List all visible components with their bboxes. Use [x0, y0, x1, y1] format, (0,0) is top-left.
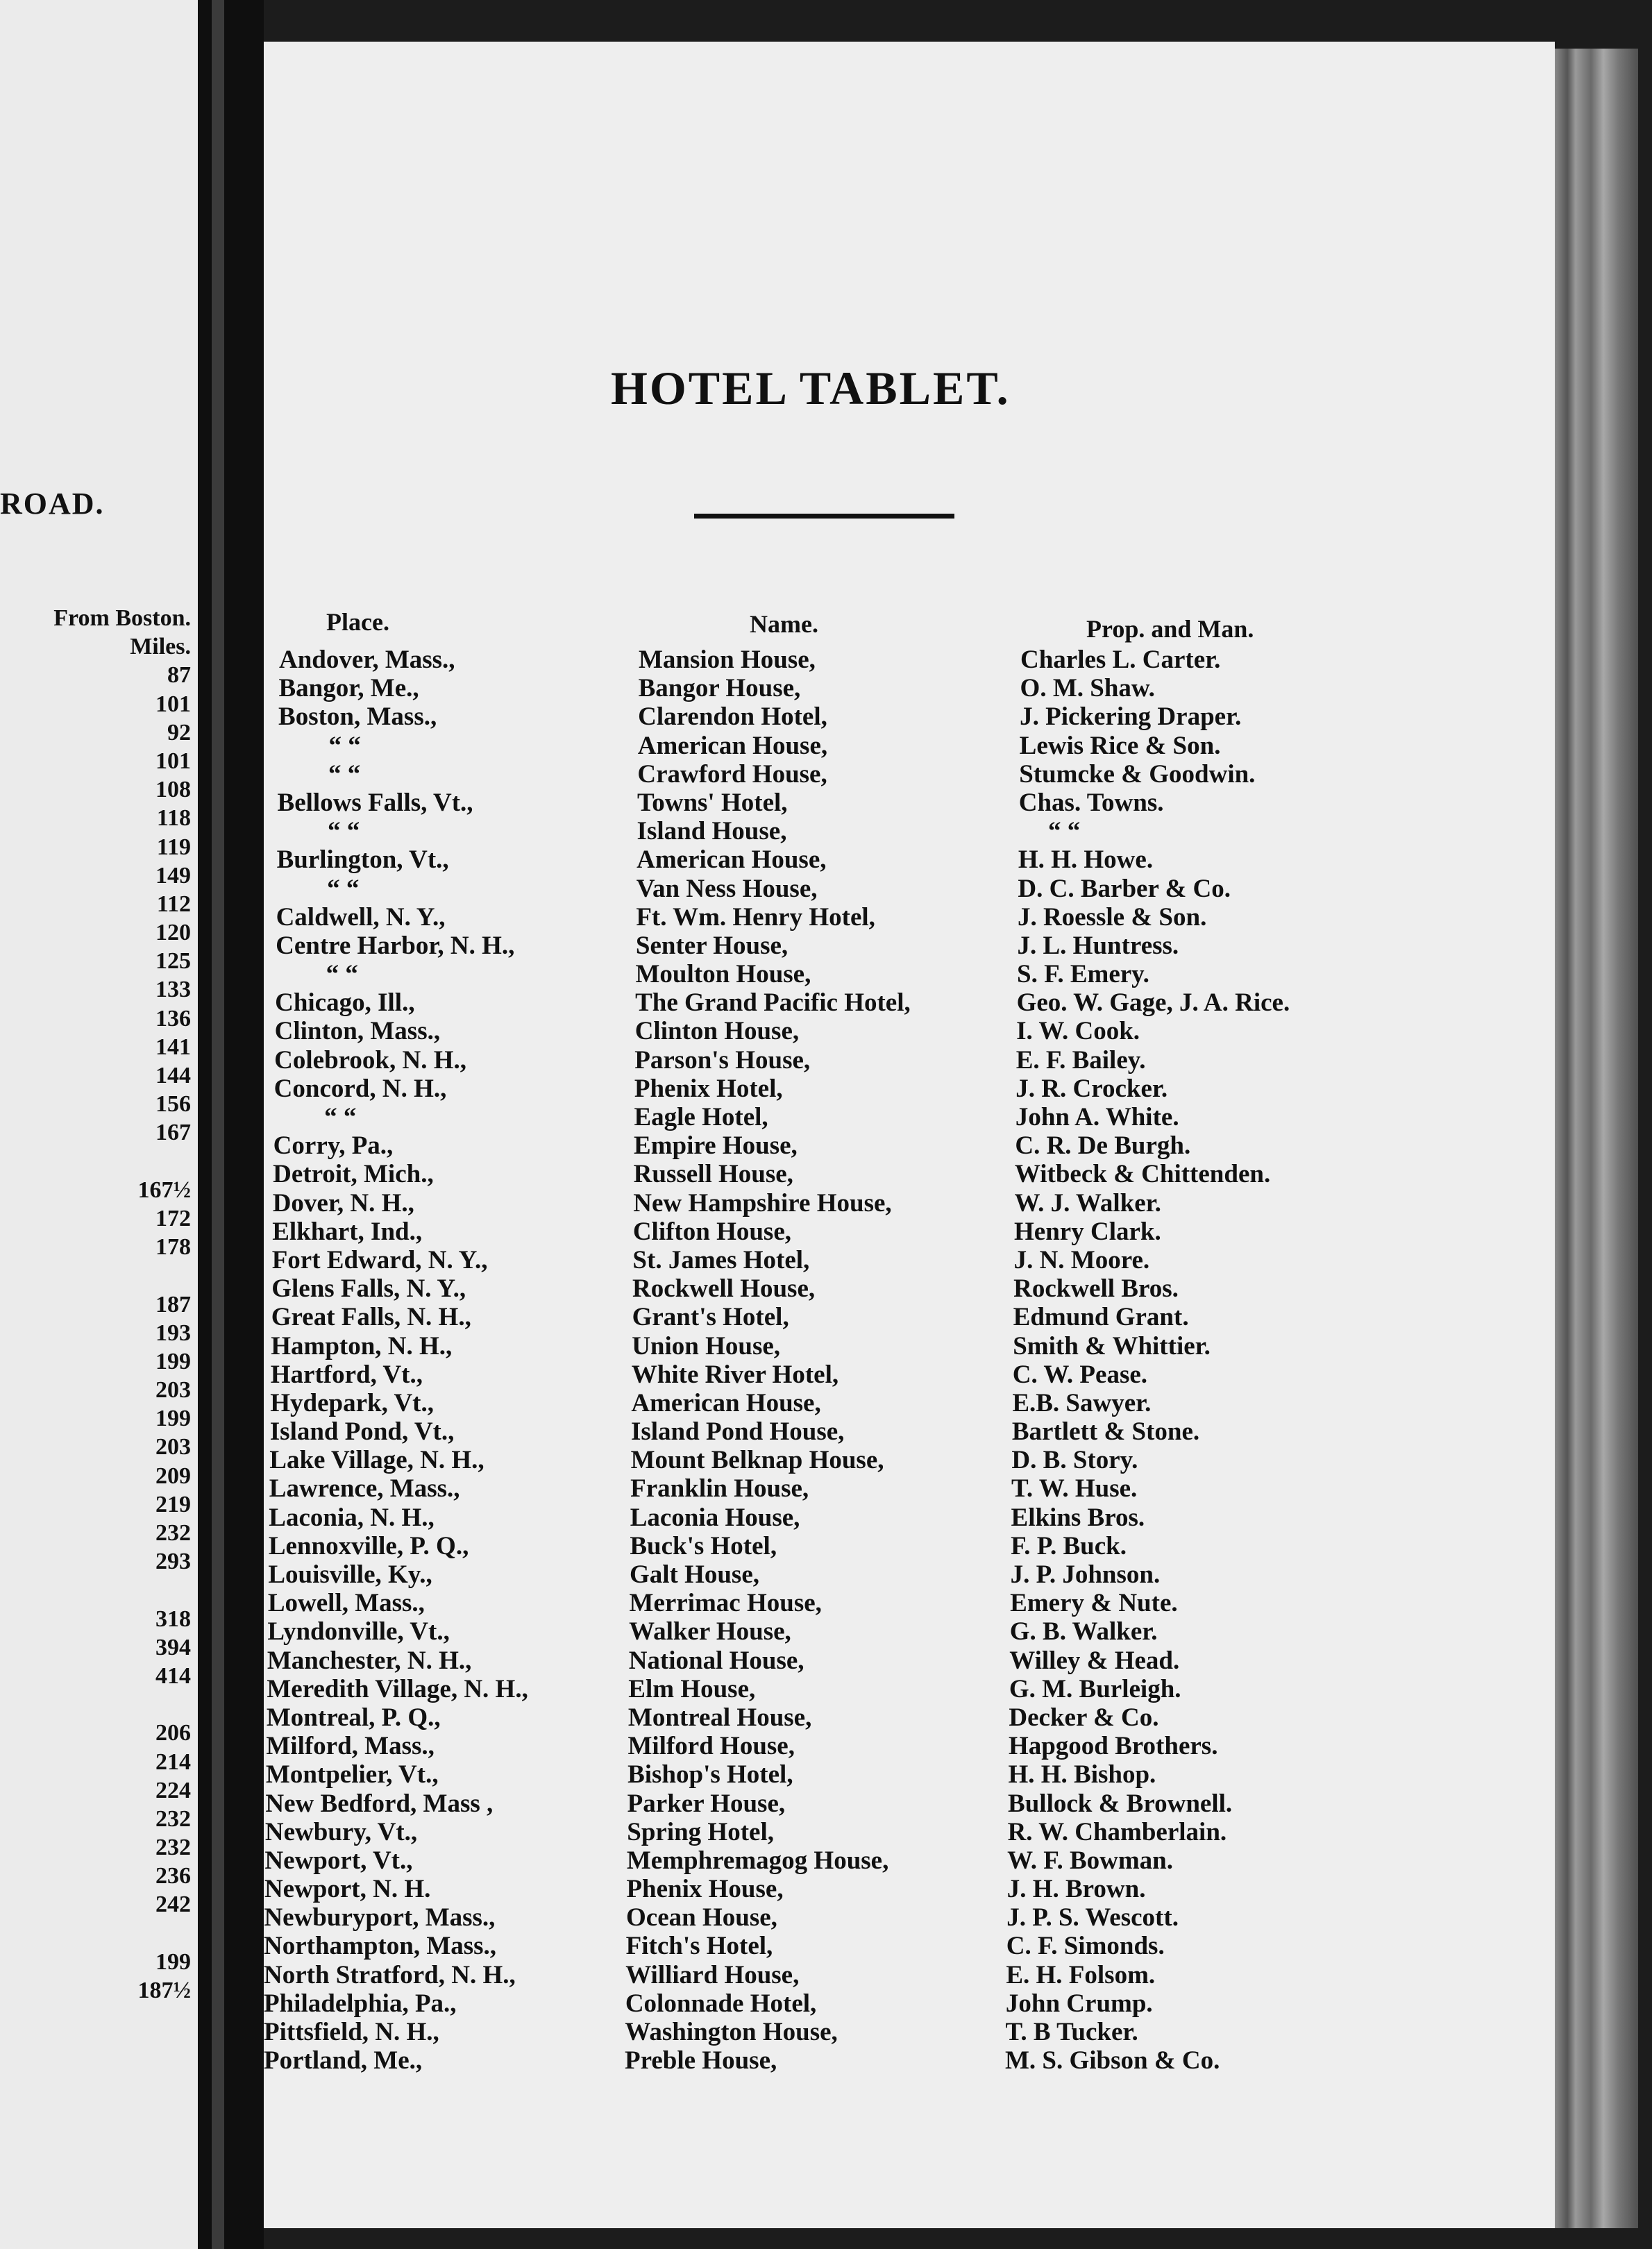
row-prop: J. N. Moore. [1013, 1245, 1150, 1274]
row-prop: M. S. Gibson & Co. [1005, 2046, 1220, 2075]
miles-value [0, 2005, 191, 2033]
miles-value: 172 [155, 1205, 191, 1231]
row-name: Van Ness House, [636, 874, 818, 903]
row-place: Colebrook, N. H., [274, 1045, 466, 1075]
row-name: Clarendon Hotel, [638, 702, 827, 732]
row-name: Buck's Hotel, [630, 1531, 777, 1560]
miles-value: 232 [155, 1805, 191, 1832]
miles-header: Miles. [130, 634, 191, 660]
miles-value: 214 [155, 1749, 191, 1775]
row-place: Bellows Falls, Vt., [277, 788, 473, 817]
miles-value: 101 [155, 748, 191, 774]
row-name: Walker House, [629, 1617, 791, 1646]
row-name: Eagle Hotel, [634, 1103, 768, 1131]
row-name: Mansion House, [639, 646, 816, 674]
row-place: Louisville, Ky., [268, 1560, 432, 1589]
row-prop: D. B. Story. [1011, 1446, 1138, 1475]
miles-value: 219 [155, 1491, 191, 1517]
row-prop: Stumcke & Goodwin. [1019, 759, 1256, 789]
row-name: Clinton House, [634, 1017, 800, 1046]
row-place: Manchester, N. H., [267, 1646, 472, 1675]
row-place: “ “ [324, 1103, 357, 1131]
row-place: Meredith Village, N. H., [267, 1674, 528, 1703]
row-place: “ “ [328, 817, 360, 846]
miles-value: 199 [155, 1348, 191, 1374]
row-prop: E.B. Sawyer. [1012, 1388, 1152, 1417]
miles-value: 108 [155, 777, 191, 803]
row-prop: Hapgood Brothers. [1008, 1732, 1218, 1761]
row-name: Parson's House, [634, 1045, 811, 1075]
miles-header: From Boston. [53, 605, 191, 631]
miles-value: 167 [155, 1120, 191, 1146]
row-place: Concord, N. H., [273, 1074, 447, 1103]
row-prop: Witbeck & Chittenden. [1014, 1160, 1271, 1189]
row-name: Rockwell House, [632, 1274, 816, 1304]
row-place: Centre Harbor, N. H., [276, 931, 515, 960]
row-name: The Grand Pacific Hotel, [635, 988, 911, 1018]
header-name: Name. [750, 610, 818, 638]
row-place: Hampton, N. H., [271, 1331, 453, 1361]
page-edges [1555, 49, 1638, 2228]
miles-value: 149 [155, 862, 191, 888]
row-name: Montreal House, [627, 1703, 812, 1732]
miles-value: 232 [155, 1835, 191, 1861]
prop-column [1000, 646, 1527, 2075]
row-name: Preble House, [625, 2046, 777, 2075]
row-name: Union House, [632, 1331, 781, 1361]
miles-value: 199 [155, 1406, 191, 1432]
row-prop: S. F. Emery. [1017, 960, 1149, 989]
row-place: “ “ [328, 759, 361, 789]
row-place: Hydepark, Vt., [270, 1388, 434, 1417]
row-name: White River Hotel, [631, 1360, 839, 1389]
row-place: Lowell, Mass., [267, 1589, 425, 1618]
row-place: Island Pond, Vt., [269, 1417, 455, 1447]
row-name: Colonnade Hotel, [625, 1989, 817, 2018]
row-name: Ft. Wm. Henry Hotel, [636, 902, 875, 932]
miles-value: 187½ [137, 1978, 191, 2003]
row-name: American House, [631, 1388, 821, 1417]
miles-value: 118 [156, 805, 191, 832]
row-place: New Bedford, Mass , [265, 1789, 494, 1818]
row-name: Williard House, [625, 1960, 800, 1989]
row-name: Phenix House, [626, 1875, 784, 1904]
row-prop: I. W. Cook. [1016, 1017, 1140, 1046]
row-place: Glens Falls, N. Y., [271, 1274, 466, 1304]
row-place: Burlington, Vt., [276, 845, 449, 875]
name-column [625, 646, 1055, 2075]
miles-value [0, 1919, 191, 1948]
row-prop: Lewis Rice & Son. [1019, 731, 1221, 760]
row-prop: Willey & Head. [1009, 1646, 1180, 1675]
row-place: Clinton, Mass., [274, 1017, 441, 1046]
row-place: Hartford, Vt., [270, 1360, 423, 1389]
miles-value: 178 [155, 1234, 191, 1261]
row-prop: Edmund Grant. [1013, 1303, 1189, 1332]
row-prop: G. B. Walker. [1009, 1617, 1158, 1646]
row-prop: C. W. Pease. [1012, 1360, 1148, 1389]
miles-value: 119 [156, 834, 191, 860]
row-place: Detroit, Mich., [273, 1160, 434, 1189]
row-name: Franklin House, [630, 1474, 809, 1503]
row-place: Andover, Mass., [279, 646, 455, 674]
page [264, 42, 1555, 2228]
miles-value: 187 [155, 1291, 191, 1317]
row-name: Russell House, [633, 1160, 793, 1189]
row-place: Montpelier, Vt., [265, 1760, 439, 1789]
row-place: “ “ [328, 731, 361, 760]
miles-value: 236 [155, 1863, 191, 1889]
row-prop: Charles L. Carter. [1020, 646, 1221, 674]
row-name: New Hampshire House, [633, 1188, 892, 1218]
row-place: Corry, Pa., [273, 1131, 394, 1161]
miles-value: 112 [156, 891, 191, 917]
row-prop: T. B Tucker. [1005, 2018, 1138, 2046]
row-prop: H. H. Howe. [1018, 845, 1154, 875]
row-prop: John A. White. [1015, 1103, 1179, 1131]
row-prop: J. H. Brown. [1006, 1875, 1146, 1904]
row-name: Laconia House, [630, 1503, 800, 1532]
row-prop: O. M. Shaw. [1020, 674, 1155, 703]
row-prop: R. W. Chamberlain. [1007, 1817, 1227, 1846]
row-prop: Bartlett & Stone. [1011, 1417, 1200, 1447]
row-name: Bishop's Hotel, [627, 1760, 793, 1789]
row-name: Elm House, [628, 1674, 756, 1703]
left-page-fragment [0, 0, 198, 2249]
row-place: Lake Village, N. H., [269, 1446, 484, 1475]
row-place: Lyndonville, Vt., [267, 1617, 450, 1646]
row-name: Bangor House, [638, 674, 801, 703]
row-name: Ocean House, [626, 1903, 777, 1932]
miles-value: 293 [155, 1549, 191, 1575]
row-name: American House, [637, 845, 827, 875]
miles-value: 209 [155, 1463, 191, 1489]
row-place: Chicago, Ill., [275, 988, 415, 1018]
row-name: Island House, [637, 817, 787, 846]
miles-value: 92 [167, 719, 191, 746]
row-prop: J. P. S. Wescott. [1006, 1903, 1179, 1932]
row-place: Pittsfield, N. H., [264, 2018, 439, 2046]
row-name: Galt House, [629, 1560, 759, 1589]
row-place: Newburyport, Mass., [264, 1903, 496, 1932]
miles-value: 224 [155, 1777, 191, 1803]
row-prop: J. Roessle & Son. [1017, 902, 1207, 932]
row-place: Lawrence, Mass., [269, 1474, 460, 1503]
row-prop: E. F. Bailey. [1015, 1045, 1146, 1075]
row-name: Parker House, [627, 1789, 786, 1818]
row-prop: T. W. Huse. [1011, 1474, 1138, 1503]
miles-value: 199 [155, 1948, 191, 1975]
miles-column [0, 604, 191, 2062]
miles-value: 193 [155, 1320, 191, 1346]
miles-value: 232 [155, 1520, 191, 1546]
row-place: Boston, Mass., [278, 702, 437, 732]
row-name: Moulton House, [635, 960, 811, 989]
row-prop: H. H. Bishop. [1008, 1760, 1156, 1789]
miles-value: 87 [167, 662, 191, 689]
miles-value [0, 1261, 191, 1290]
row-prop: Emery & Nute. [1010, 1589, 1178, 1618]
row-place: Laconia, N. H., [269, 1503, 435, 1532]
row-place: Portland, Me., [264, 2046, 423, 2075]
row-name: Washington House, [625, 2018, 838, 2046]
row-place: Milford, Mass., [266, 1732, 435, 1761]
title-rule [694, 514, 954, 519]
row-name: Grant's Hotel, [632, 1303, 789, 1332]
row-name: Empire House, [634, 1131, 798, 1161]
row-name: Senter House, [635, 931, 789, 960]
miles-value: 133 [155, 977, 191, 1003]
miles-value: 206 [155, 1720, 191, 1746]
row-prop: W. J. Walker. [1014, 1188, 1161, 1218]
row-name: Phenix Hotel, [634, 1074, 783, 1103]
left-page-heading: ROAD. [0, 487, 105, 521]
row-place: Dover, N. H., [272, 1188, 414, 1218]
row-prop: C. R. De Burgh. [1015, 1131, 1191, 1161]
row-prop: D. C. Barber & Co. [1018, 874, 1231, 903]
gutter-edge [212, 0, 224, 2249]
miles-value: 394 [155, 1634, 191, 1660]
miles-value: 203 [155, 1377, 191, 1404]
row-place: Philadelphia, Pa., [264, 1989, 457, 2018]
row-name: Spring Hotel, [627, 1817, 774, 1846]
row-name: Crawford House, [637, 759, 827, 789]
row-prop: “ “ [1048, 817, 1081, 846]
row-prop: Elkins Bros. [1011, 1503, 1145, 1532]
row-name: Milford House, [627, 1732, 795, 1761]
miles-value: 242 [155, 1892, 191, 1918]
row-prop: J. L. Huntress. [1017, 931, 1179, 960]
miles-value [0, 2033, 191, 2062]
miles-value: 156 [155, 1091, 191, 1118]
miles-value: 136 [155, 1005, 191, 1031]
row-name: St. James Hotel, [632, 1245, 810, 1274]
miles-value [0, 1147, 191, 1176]
row-name: Merrimac House, [629, 1589, 822, 1618]
miles-value [0, 1576, 191, 1604]
row-prop: Geo. W. Gage, J. A. Rice. [1016, 988, 1290, 1018]
row-place: Bangor, Me., [278, 674, 419, 703]
miles-value: 167½ [137, 1177, 191, 1203]
row-place: Great Falls, N. H., [271, 1303, 471, 1332]
row-prop: Decker & Co. [1009, 1703, 1159, 1732]
row-place: Lennoxville, P. Q., [268, 1531, 469, 1560]
row-prop: J. P. Johnson. [1010, 1560, 1161, 1589]
row-prop: J. R. Crocker. [1015, 1074, 1168, 1103]
row-place: “ “ [326, 960, 358, 989]
row-prop: Bullock & Brownell. [1008, 1789, 1233, 1818]
row-prop: J. Pickering Draper. [1020, 702, 1242, 732]
row-prop: Rockwell Bros. [1013, 1274, 1179, 1304]
miles-value: 141 [155, 1034, 191, 1060]
row-place: Northampton, Mass., [264, 1932, 497, 1961]
row-place: Montreal, P. Q., [266, 1703, 441, 1732]
row-prop: W. F. Bowman. [1007, 1846, 1173, 1875]
miles-value: 120 [155, 920, 191, 946]
miles-value: 318 [155, 1606, 191, 1632]
row-name: American House, [637, 731, 828, 760]
miles-value: 144 [155, 1063, 191, 1088]
header-place: Place. [326, 608, 389, 636]
row-name: Fitch's Hotel, [625, 1932, 773, 1961]
row-name: Island Pond House, [630, 1417, 845, 1447]
row-prop: E. H. Folsom. [1006, 1960, 1156, 1989]
miles-value: 125 [155, 948, 191, 975]
row-place: Fort Edward, N. Y., [271, 1245, 488, 1274]
place-column [264, 646, 652, 2075]
miles-value: 414 [155, 1662, 191, 1689]
row-place: “ “ [327, 874, 360, 903]
row-place: North Stratford, N. H., [264, 1960, 516, 1989]
row-name: Mount Belknap House, [630, 1446, 884, 1475]
row-prop: Smith & Whittier. [1013, 1331, 1211, 1361]
row-prop: F. P. Buck. [1011, 1531, 1127, 1560]
row-name: National House, [628, 1646, 804, 1675]
row-place: Newport, N. H. [264, 1875, 431, 1904]
row-name: Clifton House, [632, 1217, 792, 1246]
page-title: HOTEL TABLET. [611, 362, 1011, 414]
row-name: Towns' Hotel, [637, 788, 788, 817]
row-prop: Henry Clark. [1014, 1217, 1161, 1246]
row-prop: C. F. Simonds. [1006, 1932, 1165, 1961]
row-prop: John Crump. [1005, 1989, 1153, 2018]
header-prop: Prop. and Man. [1086, 615, 1254, 643]
miles-value: 101 [155, 691, 191, 717]
row-prop: Chas. Towns. [1018, 788, 1164, 817]
miles-value [0, 1690, 191, 1719]
row-place: Caldwell, N. Y., [276, 902, 446, 932]
row-place: Elkhart, Ind., [272, 1217, 423, 1246]
book-gutter [198, 0, 264, 2249]
row-prop: G. M. Burleigh. [1009, 1674, 1181, 1703]
miles-value: 203 [155, 1434, 191, 1460]
row-place: Newport, Vt., [264, 1846, 413, 1875]
row-place: Newbury, Vt., [264, 1817, 418, 1846]
row-name: Memphremagog House, [626, 1846, 889, 1875]
